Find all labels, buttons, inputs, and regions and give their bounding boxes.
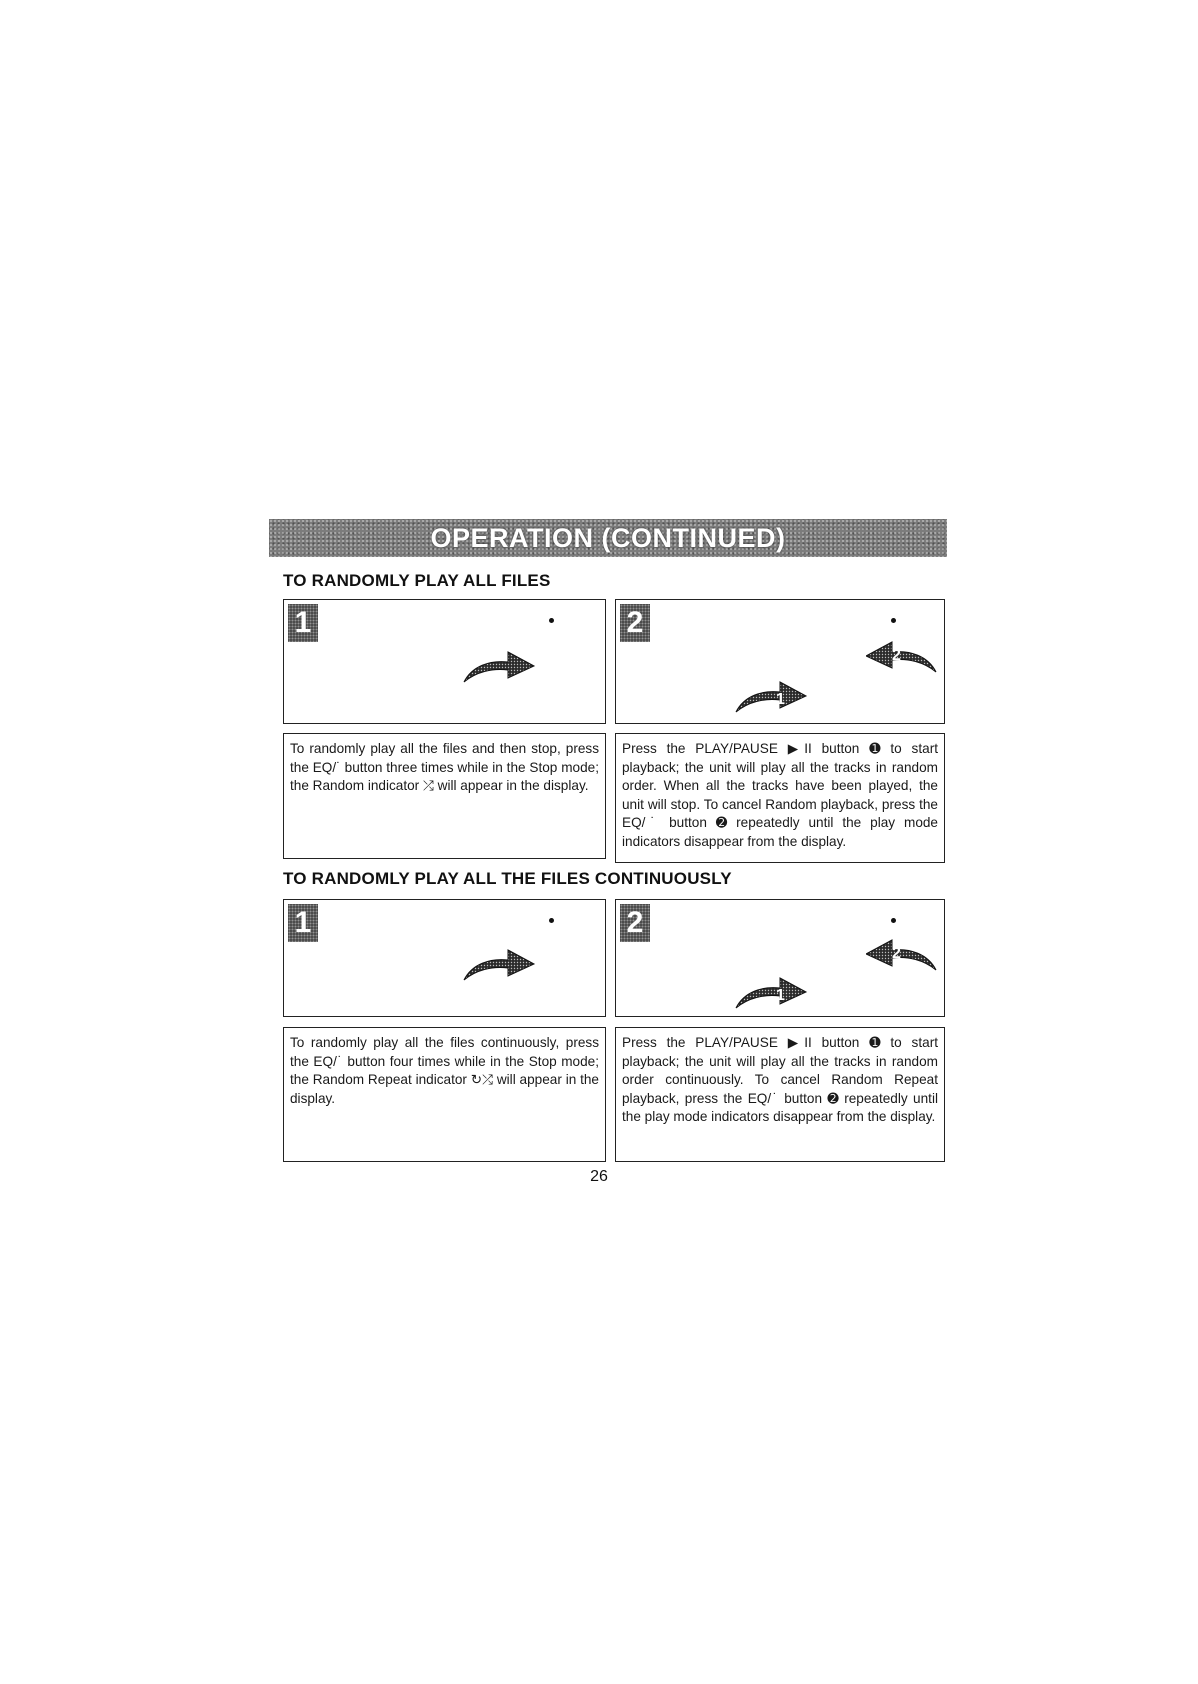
step-1-illustration — [283, 599, 606, 724]
step-1-illustration — [283, 899, 606, 1017]
display-dot — [549, 918, 554, 923]
display-dot — [891, 918, 896, 923]
display-dot — [549, 618, 554, 623]
step-1-instructions — [283, 733, 606, 859]
step-2-illustration — [615, 899, 945, 1017]
step-2-instructions — [615, 733, 945, 863]
step-number-badge: 2 — [620, 604, 650, 642]
arrow-left-icon — [866, 638, 938, 674]
step-number-badge: 1 — [288, 904, 318, 942]
arrow-label-2: 2 — [892, 647, 901, 664]
instruction-text: To randomly play all the files and then stop, press the EQ/˙ button three times while in the Stop mode; the Random indicator ⤮ will appear in the display. — [290, 741, 599, 794]
instruction-text: To randomly play all the files continuously, press the EQ/˙ button four times while in the Stop mode; the Random Repeat indicator ↻⤮ will appear in the display. — [290, 1035, 599, 1106]
instruction-text: Press the PLAY/PAUSE ▶II button ➊ to start playback; the unit will play all the tracks in random order. When all the tracks have been played, the unit will stop. To cancel Random playback, press the EQ/˙ button ➋ repeatedly until the play mode indicators disappear from the display. — [622, 741, 938, 849]
arrow-right-icon — [734, 974, 808, 1010]
section-heading-random-repeat: TO RANDOMLY PLAY ALL THE FILES CONTINUOUSLY — [283, 869, 732, 888]
arrow-label-2: 2 — [892, 945, 901, 962]
step-2-instructions — [615, 1027, 945, 1162]
section-banner — [269, 519, 947, 557]
arrow-left-icon — [866, 936, 938, 972]
step-1-instructions — [283, 1027, 606, 1162]
step-number-badge: 2 — [620, 904, 650, 942]
step-number-badge: 1 — [288, 604, 318, 642]
section-heading-random-play: TO RANDOMLY PLAY ALL FILES — [283, 571, 551, 590]
display-dot — [891, 618, 896, 623]
page-number: 26 — [590, 1168, 608, 1185]
arrow-right-icon — [734, 678, 808, 714]
arrow-right-icon — [462, 648, 536, 684]
arrow-label-1: 1 — [776, 691, 785, 708]
step-2-illustration — [615, 599, 945, 724]
banner-title: OPERATION (CONTINUED) — [430, 522, 786, 553]
instruction-text: Press the PLAY/PAUSE ▶II button ➊ to start playback; the unit will play all the tracks in random order continuously. To cancel Random Repeat playback, press the EQ/˙ button ➋ repeatedly until the play mode indicators disappear from the display. — [622, 1035, 938, 1125]
arrow-label-1: 1 — [776, 987, 785, 1004]
arrow-right-icon — [462, 946, 536, 982]
